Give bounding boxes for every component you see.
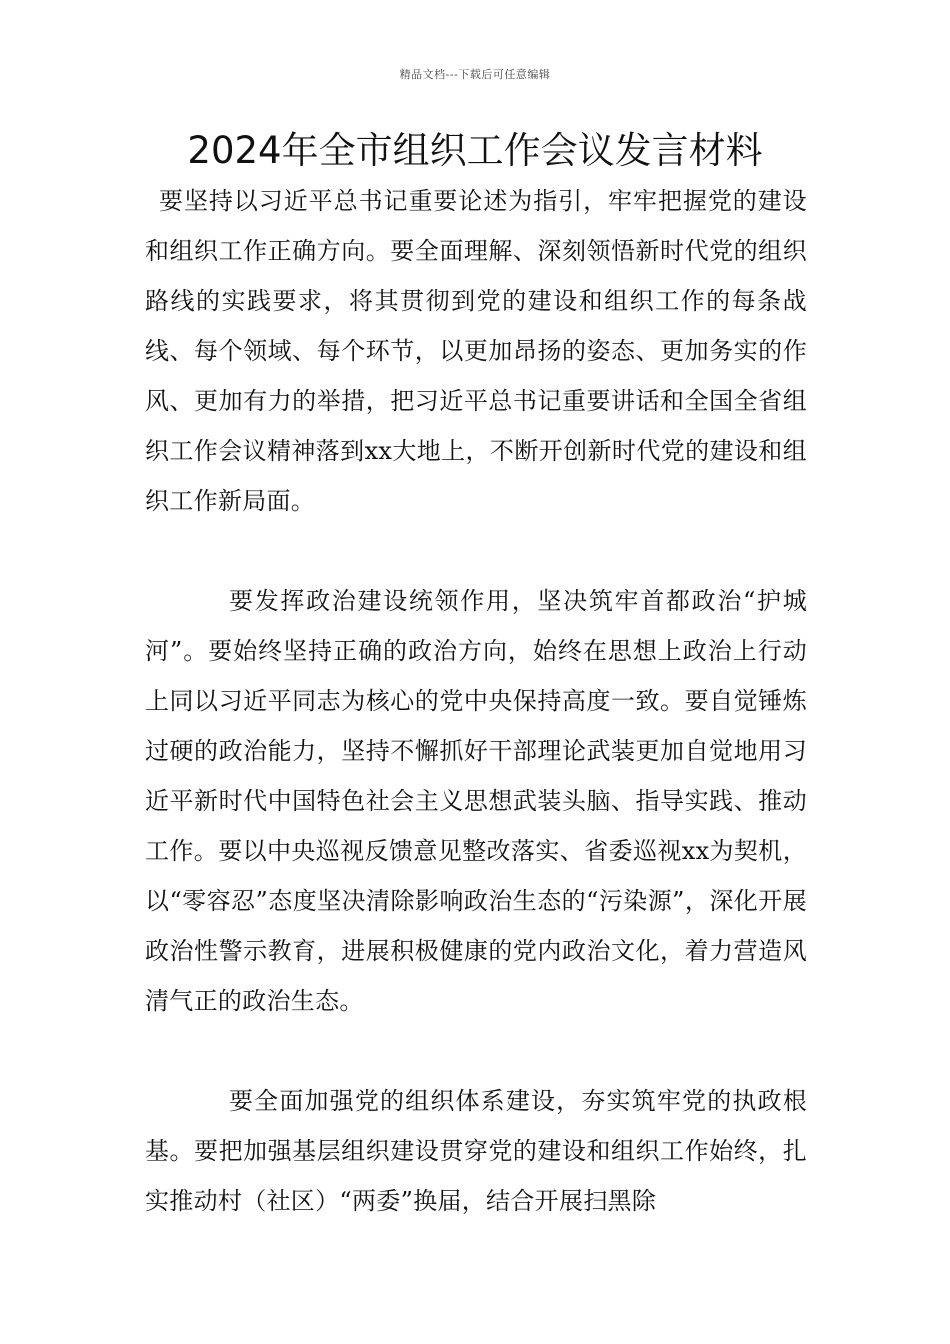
paragraph-2: 要发挥政治建设统领作用，坚决筑牢首都政治“护城河”。要始终坚持正确的政治方向，始终在思想上政治上行动上同以习近平同志为核心的党中央保持高度一致。要自觉锤炼过硬的政治能力，坚持不懈抓好干部理论武装更加自觉地用习近平新时代中国特色社会主义思想武装头脑、指导实践、推动工作。要以中央巡视反馈意见整改落实、省委巡视xx为契机，以“零容忍”态度坚决清除影响政治生态的“污染源”，深化开展政治性警示教育，进展积极健康的党内政治文化，着力营造风清气正的政治生态。	[145, 587, 807, 1015]
paragraph-gap	[145, 1026, 807, 1076]
header-note: 精品文档---下载后可任意编辑	[399, 68, 551, 81]
paragraph-1: 要坚持以习近平总书记重要论述为指引，牢牢把握党的建设和组织工作正确方向。要全面理解、深刻领悟新时代党的组织路线的实践要求，将其贯彻到党的建设和组织工作的每条战线、每个领域、每个环节，以更加昂扬的姿态、更加务实的作风、更加有力的举措，把习近平总书记重要讲话和全国全省组织工作会议精神落到xx大地上，不断开创新时代党的建设和组织工作新局面。	[145, 187, 807, 515]
document-body	[145, 176, 807, 1226]
paragraph-3: 要全面加强党的组织体系建设，夯实筑牢党的执政根基。要把加强基层组织建设贯穿党的建设和组织工作始终，扎实推动村（社区）“两委”换届，结合开展扫黑除	[145, 1087, 807, 1215]
paragraph-gap	[145, 526, 807, 576]
document-title: 2024年全市组织工作会议发言材料	[187, 129, 763, 172]
